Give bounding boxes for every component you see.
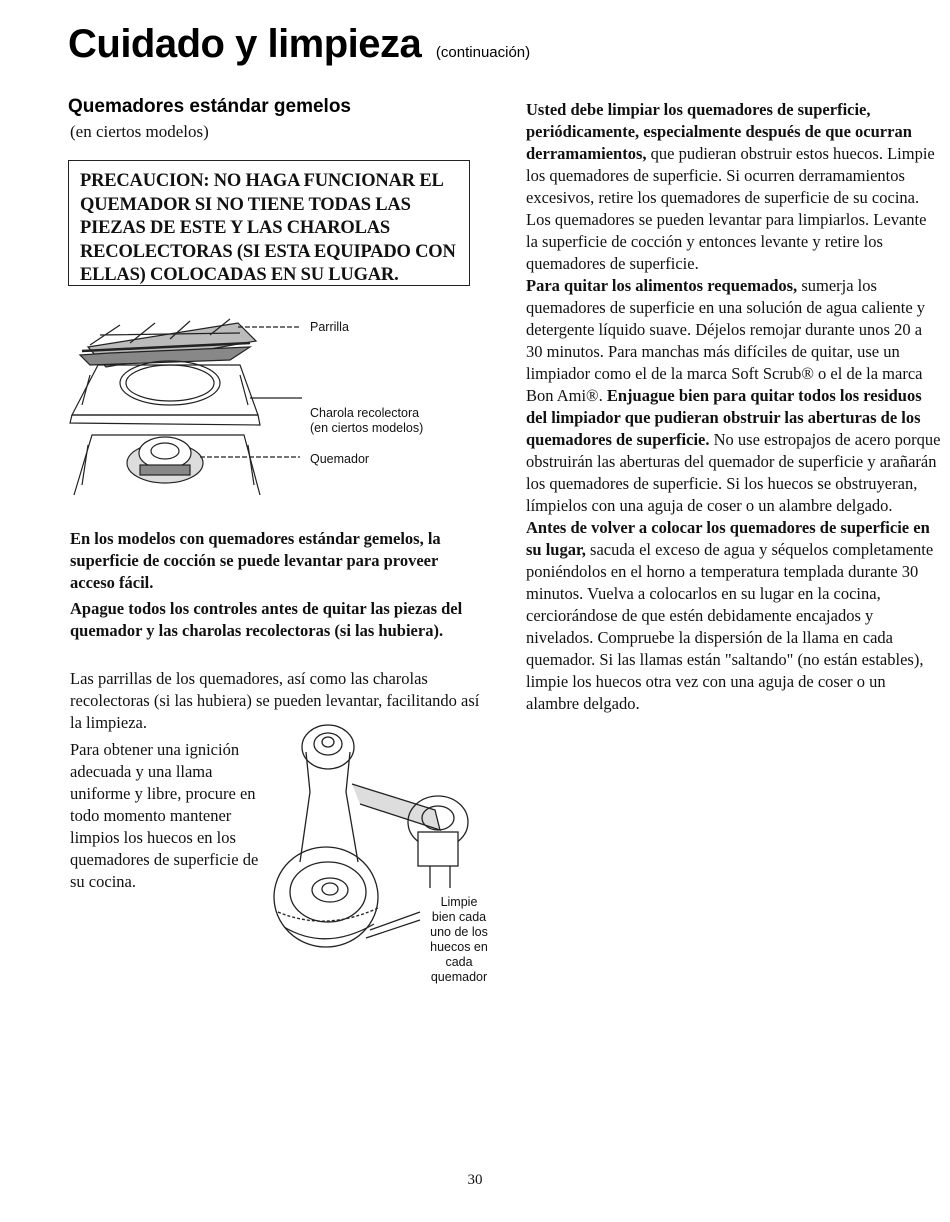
caption-line: quemador [430,970,488,984]
caption-line: cada [445,955,473,969]
right-p2-bold-2: Enjuague bien para quitar todos los residuos del limpiador que pudieran obstruir las aberturas de los quemadores de superficie. [526,386,922,449]
right-paragraph-2 [526,275,942,517]
right-p1-text: que pudieran obstruir estos huecos. Limpie los quemadores de superficie. Si ocurren derramamientos excesivos, retire los quemadores de superficie de su cocina. Los quemadores se pueden levantar para limpiarlos. Levante la superficie de cocción y entonces levante y retire los quemadores de superficie. [526,144,935,273]
burner-illustration [74,435,260,495]
caption-line: bien cada [431,910,487,924]
caption-line: Limpie [440,895,478,909]
burner-label: Quemador [310,452,370,466]
page-number: 30 [467,1172,483,1188]
right-p3-bold: Antes de volver a colocar los quemadores de superficie en su lugar, [526,518,930,559]
right-paragraph-3 [526,517,942,715]
drip-pan-illustration [70,361,260,425]
warning-box: PRECAUCION: NO HAGA FUNCIONAR EL QUEMADOR SI NO TIENE TODAS LAS PIEZAS DE ESTE Y LAS CHAROLAS RECOLECTORAS (SI ESTA EQUIPADO CON ELLAS) COLOCADAS EN SU LUGAR. [68,160,470,286]
right-p2-bold: Para quitar los alimentos requemados, [526,276,798,295]
caption-line: uno de los [430,925,488,939]
left-paragraph-4: Para obtener una ignición adecuada y una llama uniforme y libre, procure en todo momento mantener limpios los huecos en los quemadores de superficie de su cocina. [70,740,259,891]
burner-assembly-diagram [60,305,480,515]
page-title-suffix: (continuación) [435,44,531,61]
section-heading: Quemadores estándar gemelos [68,96,351,117]
page-title [68,22,530,67]
right-paragraph-1 [526,99,942,275]
right-p1-bold: Usted debe limpiar los quemadores de superficie, periódicamente, especialmente después de que ocurran derramamientos, [526,100,912,163]
grate-label: Parrilla [310,320,349,334]
twin-burner-caption [424,895,494,985]
right-p2-text-2: No use estropajos de acero porque obstruirán las aberturas del quemador de superficie y arañarán los quemadores de superficie. Si los huecos se obstruyeran, límpielos con una aguja de coser o un alambre delgado. [526,430,941,515]
right-p2-text: sumerja los quemadores de superficie en una solución de agua caliente y detergente líquido suave. Déjelos remojar durante unos 20 a 30 minutos. Para manchas más difíciles de quitar, use un limpiador como el de la marca Soft Scrub® o el de la marca Bon Ami®. [526,276,926,405]
grate-illustration [80,319,256,367]
caption-line: huecos en [430,940,488,954]
left-paragraph-3: Las parrillas de los quemadores, así como las charolas recolectoras (si las hubiera) se pueden levantar, facilitando así la limpieza. [70,669,480,732]
right-p3-text: sacuda el exceso de agua y séquelos completamente poniéndolos en el horno a temperatura templada durante 30 minutos. Vuelva a colocarlos en su lugar en la cocina, cerciorándose de que estén debidamente encajados y nivelados. Compruebe la dispersión de la llama en cada quemador. Si las llamas están "saltando" (no están estables), limpie los huecos otra vez con una aguja de coser o un alambre delgado. [526,540,934,713]
drip-pan-note: (en ciertos modelos) [310,421,424,435]
left-paragraph-1: En los modelos con quemadores estándar gemelos, la superficie de cocción se puede levantar para proveer acceso fácil. [70,529,441,592]
drip-pan-label: Charola recolectora [310,406,420,420]
left-paragraph-2: Apague todos los controles antes de quitar las piezas del quemador y las charolas recolectoras (si las hubiera). [70,599,463,640]
right-column [526,99,942,715]
page-title-text: Cuidado y limpieza [68,22,422,66]
section-subheading: (en ciertos modelos) [70,122,209,141]
